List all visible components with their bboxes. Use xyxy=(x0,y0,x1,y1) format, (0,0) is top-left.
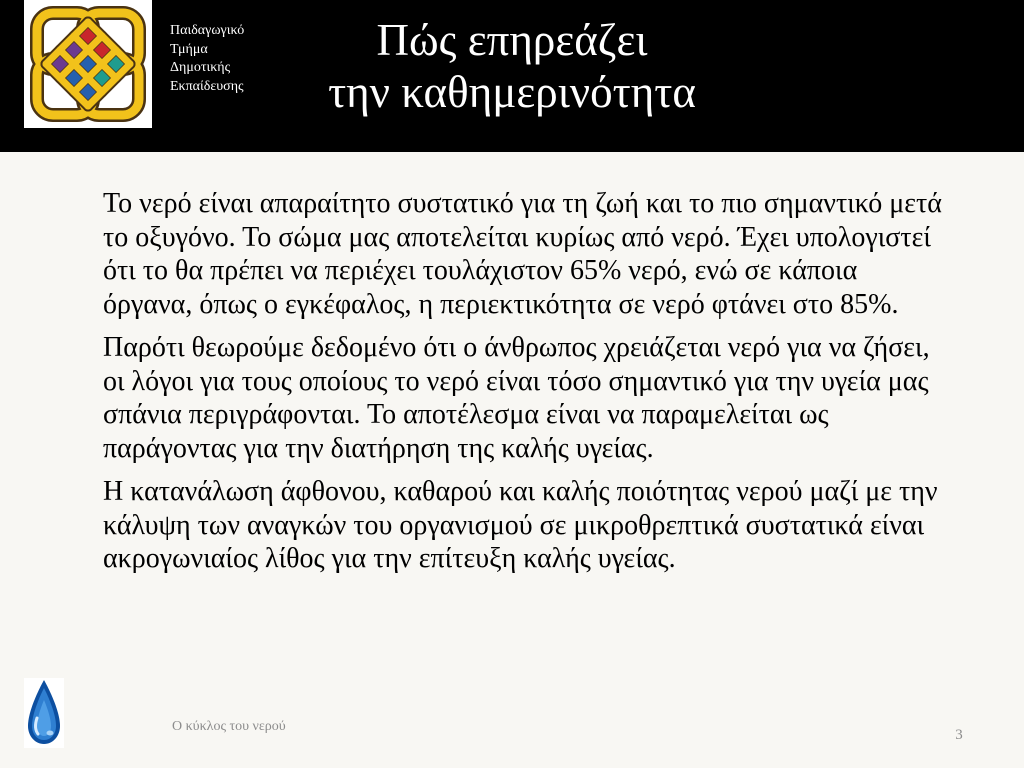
header-band xyxy=(0,0,1024,152)
paragraph-line: το οξυγόνο. Το σώμα μας αποτελείται κυρίως από νερό. Έχει υπολογιστεί xyxy=(103,221,931,253)
slide-title-line: την καθημερινότητα xyxy=(328,67,696,117)
paragraph-line: σπάνια περιγράφονται. Το αποτέλεσμα είναι να παραμελείται ως xyxy=(103,399,829,430)
paragraph-line: ότι το θα πρέπει να περιέχει τουλάχιστον 65% νερό, ενώ σε κάποια xyxy=(103,255,858,286)
slide-title xyxy=(0,14,1024,118)
department-line: Τμήμα xyxy=(170,41,208,57)
paragraph-line: παράγοντας για την διατήρηση της καλής υγείας. xyxy=(103,432,654,464)
paragraph-line: όργανα, όπως ο εγκέφαλος, η περιεκτικότητα σε νερό φτάνει στο 85%. xyxy=(103,288,899,320)
paragraph-line: Η κατανάλωση άφθονου, καθαρού και καλής ποιότητας νερού μαζί με την xyxy=(103,476,938,507)
water-drop-icon xyxy=(24,678,64,748)
page-number: 3 xyxy=(955,727,963,743)
paragraph-line: Το νερό είναι απαραίτητο συστατικό για τη ζωή και το πιο σημαντικό μετά xyxy=(103,188,942,219)
department-line: Δημοτικής xyxy=(170,60,231,76)
paragraph xyxy=(103,475,1003,576)
paragraph-line: οι λόγοι για τους οποίους το νερό είναι τόσο σημαντικό για την υγεία μας xyxy=(103,365,929,397)
paragraph-line: Παρότι θεωρούμε δεδομένο ότι ο άνθρωπος χρειάζεται νερό για να ζήσει, xyxy=(103,332,930,363)
department-line: Παιδαγωγικό xyxy=(170,23,245,38)
department-line: Εκπαίδευσης xyxy=(170,79,244,95)
footer-title: Ο κύκλος του νερού xyxy=(172,719,286,734)
paragraph-line: ακρογωνιαίος λίθος για την επίτευξη καλής υγείας. xyxy=(103,543,676,574)
slide-title-line: Πώς επηρεάζει xyxy=(376,15,648,65)
paragraph xyxy=(103,187,1003,321)
paragraph xyxy=(103,331,1003,465)
slide-body xyxy=(103,187,1003,576)
paragraph-line: κάλυψη των αναγκών του οργανισμού σε μικροθρεπτικά συστατικά είναι xyxy=(103,509,925,541)
